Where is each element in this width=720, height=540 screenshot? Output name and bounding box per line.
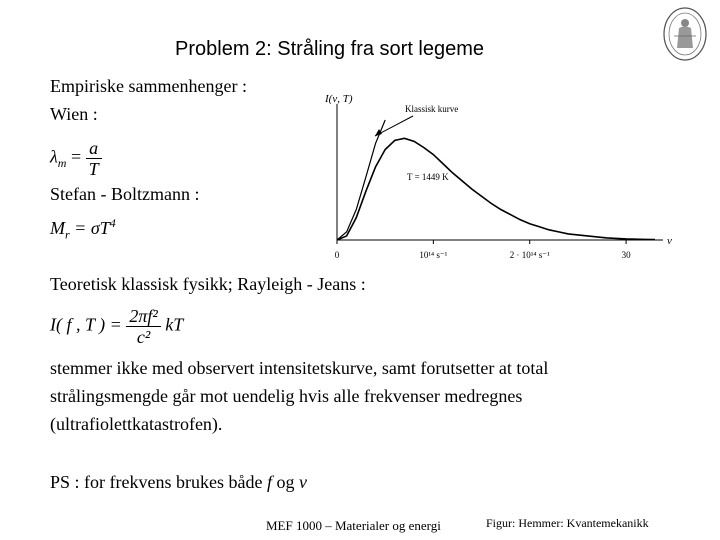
wien-lhs-sub: m [57, 156, 67, 171]
stefan-rhs: σT [90, 218, 110, 238]
stefan-lhs: M [50, 218, 65, 238]
stefan-formula [50, 216, 116, 243]
empirical-heading: Empiriske sammenhenger : [50, 76, 247, 96]
stefan-label: Stefan - Boltzmann : [50, 184, 200, 204]
ps-nu-symbol: ν [298, 472, 307, 492]
rj-lhs: I( f , T ) = [50, 314, 122, 335]
stefan-exponent: 4 [109, 216, 116, 230]
wien-formula [50, 138, 102, 179]
wien-equals: = [70, 146, 82, 167]
planck-curve [337, 138, 655, 240]
university-seal-logo [662, 6, 708, 62]
y-axis-label: I(ν, T) [325, 93, 353, 105]
footer-figure-credit: Figur: Hemmer: Kvantemekanikk [486, 516, 649, 530]
ps-line [50, 472, 307, 493]
x-axis-label: ν [667, 235, 672, 247]
rj-numerator: 2πf² [126, 306, 160, 327]
chart-lines [337, 116, 655, 240]
body-line-2: strålingsmengde går mot uendelig hvis alle frekvenser medregnes [50, 386, 523, 406]
wien-numerator: a [86, 138, 102, 159]
rj-rhs: kT [165, 314, 184, 335]
rayleigh-jeans-formula [50, 306, 183, 347]
ps-text: PS : for frekvens brukes både [50, 472, 263, 492]
body-line-3: (ultrafiolettkatastrofen). [50, 414, 223, 434]
stefan-equals: = [74, 218, 87, 238]
slide-title: Problem 2: Stråling fra sort legeme [175, 38, 485, 60]
wien-denominator: T [88, 159, 99, 179]
x-tick-label: 2 · 10¹⁴ s⁻¹ [509, 250, 550, 260]
stefan-lhs-sub: r [65, 227, 70, 242]
rayleigh-jeans-heading: Teoretisk klassisk fysikk; Rayleigh - Jeans : [50, 274, 366, 294]
classical-curve [337, 120, 385, 240]
chart-axes [337, 104, 663, 244]
ps-og: og [276, 472, 295, 492]
rj-fraction [126, 306, 160, 347]
wien-fraction [86, 138, 102, 179]
wien-lhs: λ [50, 146, 58, 167]
classical-curve-annotation: Klassisk kurve [405, 104, 459, 114]
temperature-label: T = 1449 K [407, 172, 449, 182]
chart-text [324, 93, 672, 260]
ps-f-symbol: f [266, 472, 272, 492]
x-tick-label: 30 [621, 250, 631, 260]
x-tick-label: 10¹⁴ s⁻¹ [419, 250, 448, 260]
x-tick-label: 0 [334, 250, 340, 260]
footer-course: MEF 1000 – Materialer og energi [266, 518, 441, 533]
body-line-1: stemmer ikke med observert intensitetskurve, samt forutsetter at total [50, 358, 549, 378]
wien-label: Wien : [50, 104, 98, 124]
rj-denominator: c² [136, 327, 151, 347]
planck-intensity-chart [305, 88, 680, 266]
